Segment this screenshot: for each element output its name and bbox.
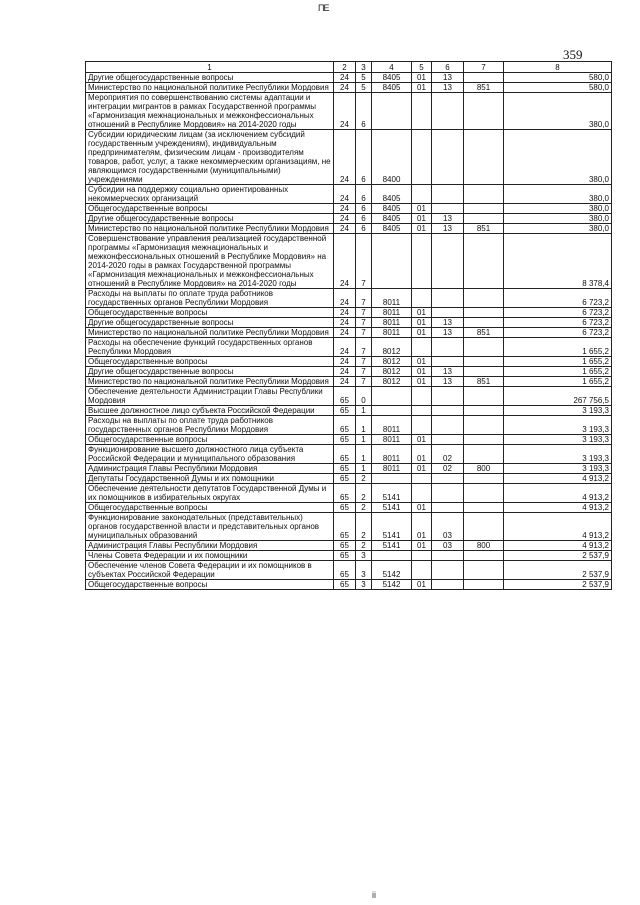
chapter-cell: 01 <box>412 83 432 93</box>
section-cell: 24 <box>334 130 356 185</box>
row-name-cell: Общегосударственные вопросы <box>86 435 334 445</box>
chapter-cell: 01 <box>412 73 432 83</box>
header-cell: 3 <box>356 62 372 73</box>
subsection-cell: 0 <box>356 387 372 406</box>
code-cell: 8012 <box>372 367 412 377</box>
subsection-cell: 5 <box>356 83 372 93</box>
amount-cell: 6 723,2 <box>504 289 612 308</box>
table-row <box>86 224 612 234</box>
header-cell: 1 <box>86 62 334 73</box>
row-name-cell: Министерство по национальной политике Республики Мордовия <box>86 328 334 338</box>
chapter-cell <box>412 130 432 185</box>
subsection-cell: 2 <box>356 474 372 484</box>
table-row <box>86 214 612 224</box>
subchapter-cell <box>432 551 464 561</box>
row-name-cell: Субсидии юридическим лицам (за исключением субсидий государственным учреждениям), индивидуальным предпринимателям, физическим лицам - производителям товаров, работ, услуг, а также некоммерческим организациям, не являющимся государственными (муниципальными) учреждениями <box>86 130 334 185</box>
amount-cell: 4 913,2 <box>504 541 612 551</box>
amount-cell: 1 655,2 <box>504 367 612 377</box>
ministry-cell <box>464 387 504 406</box>
subsection-cell: 6 <box>356 204 372 214</box>
amount-cell: 6 723,2 <box>504 308 612 318</box>
code-cell: 8011 <box>372 318 412 328</box>
budget-table <box>85 61 612 590</box>
subsection-cell: 6 <box>356 130 372 185</box>
row-name-cell: Общегосударственные вопросы <box>86 308 334 318</box>
ministry-cell <box>464 318 504 328</box>
subsection-cell: 7 <box>356 357 372 367</box>
chapter-cell: 01 <box>412 367 432 377</box>
code-cell: 8400 <box>372 130 412 185</box>
subchapter-cell <box>432 357 464 367</box>
subsection-cell: 1 <box>356 435 372 445</box>
code-cell: 5141 <box>372 503 412 513</box>
ministry-cell <box>464 204 504 214</box>
chapter-cell <box>412 338 432 357</box>
code-cell: 5141 <box>372 513 412 541</box>
row-name-cell: Общегосударственные вопросы <box>86 580 334 590</box>
table-body <box>86 73 612 590</box>
amount-cell: 380,0 <box>504 214 612 224</box>
subchapter-cell <box>432 204 464 214</box>
subsection-cell: 2 <box>356 484 372 503</box>
row-name-cell: Другие общегосударственные вопросы <box>86 367 334 377</box>
header-cell: 8 <box>504 62 612 73</box>
subchapter-cell: 13 <box>432 224 464 234</box>
section-cell: 24 <box>334 318 356 328</box>
table-row <box>86 416 612 435</box>
table-row <box>86 435 612 445</box>
code-cell: 5141 <box>372 541 412 551</box>
code-cell: 8011 <box>372 328 412 338</box>
ministry-cell <box>464 308 504 318</box>
amount-cell: 3 193,3 <box>504 406 612 416</box>
chapter-cell: 01 <box>412 580 432 590</box>
section-cell: 24 <box>334 234 356 289</box>
amount-cell: 1 655,2 <box>504 377 612 387</box>
ministry-cell: 800 <box>464 541 504 551</box>
header-cell: 4 <box>372 62 412 73</box>
section-cell: 24 <box>334 328 356 338</box>
chapter-cell <box>412 289 432 308</box>
table-row <box>86 367 612 377</box>
section-cell: 65 <box>334 503 356 513</box>
row-name-cell: Мероприятия по совершенствованию системы адаптации и интеграции мигрантов в рамках Государственной программы «Гармонизация межнациональных и межконфессиональных отношений в Республике Мордовия» на 2014-2020 годы <box>86 93 334 130</box>
row-name-cell: Функционирование высшего должностного лица субъекта Российской Федерации и муниципального образования <box>86 445 334 464</box>
code-cell: 8012 <box>372 357 412 367</box>
row-name-cell: Администрация Главы Республики Мордовия <box>86 541 334 551</box>
subsection-cell: 6 <box>356 185 372 204</box>
subsection-cell: 2 <box>356 503 372 513</box>
amount-cell: 380,0 <box>504 93 612 130</box>
ministry-cell: 851 <box>464 224 504 234</box>
chapter-cell: 01 <box>412 318 432 328</box>
code-cell: 8011 <box>372 416 412 435</box>
row-name-cell: Министерство по национальной политике Республики Мордовия <box>86 83 334 93</box>
chapter-cell: 01 <box>412 503 432 513</box>
section-cell: 65 <box>334 464 356 474</box>
table-row <box>86 406 612 416</box>
table-row <box>86 474 612 484</box>
section-cell: 24 <box>334 93 356 130</box>
subsection-cell: 2 <box>356 541 372 551</box>
chapter-cell <box>412 484 432 503</box>
table-row <box>86 503 612 513</box>
ministry-cell <box>464 367 504 377</box>
amount-cell: 380,0 <box>504 204 612 214</box>
section-cell: 24 <box>334 204 356 214</box>
chapter-cell: 01 <box>412 214 432 224</box>
section-cell: 65 <box>334 580 356 590</box>
chapter-cell: 01 <box>412 204 432 214</box>
section-cell: 24 <box>334 224 356 234</box>
row-name-cell: Министерство по национальной политике Республики Мордовия <box>86 377 334 387</box>
table-row <box>86 308 612 318</box>
amount-cell: 3 193,3 <box>504 464 612 474</box>
amount-cell: 3 193,3 <box>504 416 612 435</box>
section-cell: 24 <box>334 308 356 318</box>
chapter-cell: 01 <box>412 224 432 234</box>
amount-cell: 2 537,9 <box>504 561 612 580</box>
table-row <box>86 445 612 464</box>
amount-cell: 1 655,2 <box>504 357 612 367</box>
chapter-cell <box>412 387 432 406</box>
header-cell: 5 <box>412 62 432 73</box>
subchapter-cell <box>432 406 464 416</box>
section-cell: 24 <box>334 83 356 93</box>
row-name-cell: Субсидии на поддержку социально ориентированных некоммерческих организаций <box>86 185 334 204</box>
ministry-cell <box>464 93 504 130</box>
subsection-cell: 1 <box>356 445 372 464</box>
chapter-cell: 01 <box>412 513 432 541</box>
code-cell <box>372 234 412 289</box>
subchapter-cell <box>432 289 464 308</box>
subchapter-cell: 13 <box>432 214 464 224</box>
amount-cell: 4 913,2 <box>504 484 612 503</box>
header-cell: 6 <box>432 62 464 73</box>
subsection-cell: 7 <box>356 367 372 377</box>
ministry-cell <box>464 484 504 503</box>
section-cell: 65 <box>334 445 356 464</box>
subchapter-cell <box>432 234 464 289</box>
table-header-row <box>86 62 612 73</box>
table-row <box>86 484 612 503</box>
page-number: 359 <box>563 47 583 62</box>
ministry-cell <box>464 551 504 561</box>
table-row <box>86 338 612 357</box>
row-name-cell: Другие общегосударственные вопросы <box>86 318 334 328</box>
row-name-cell: Члены Совета Федерации и их помощники <box>86 551 334 561</box>
chapter-cell: 01 <box>412 435 432 445</box>
code-cell: 8405 <box>372 214 412 224</box>
section-cell: 65 <box>334 561 356 580</box>
row-name-cell: Расходы на выплаты по оплате труда работников государственных органов Республики Мордовия <box>86 416 334 435</box>
chapter-cell: 01 <box>412 541 432 551</box>
code-cell: 5141 <box>372 484 412 503</box>
section-cell: 24 <box>334 73 356 83</box>
subsection-cell: 7 <box>356 318 372 328</box>
section-cell: 65 <box>334 416 356 435</box>
subsection-cell: 7 <box>356 377 372 387</box>
row-name-cell: Совершенствование управления реализацией государственной программы «Гармонизация межнациональных и межконфессиональных отношений в Республике Мордовия» на 2014-2020 годы в рамках Государственной программы «Гармонизация межнациональных и межконфессиональных отношений в Республике Мордовия» на 2014-2020 годы <box>86 234 334 289</box>
table-row <box>86 464 612 474</box>
ministry-cell <box>464 503 504 513</box>
subsection-cell: 2 <box>356 513 372 541</box>
code-cell: 8011 <box>372 289 412 308</box>
section-cell: 24 <box>334 185 356 204</box>
ministry-cell <box>464 561 504 580</box>
table-row <box>86 377 612 387</box>
subsection-cell: 1 <box>356 464 372 474</box>
table-row <box>86 83 612 93</box>
table-row <box>86 289 612 308</box>
chapter-cell <box>412 416 432 435</box>
section-cell: 24 <box>334 289 356 308</box>
table-row <box>86 318 612 328</box>
code-cell: 5142 <box>372 561 412 580</box>
subsection-cell: 7 <box>356 234 372 289</box>
subsection-cell: 6 <box>356 214 372 224</box>
code-cell: 8011 <box>372 435 412 445</box>
row-name-cell: Общегосударственные вопросы <box>86 503 334 513</box>
subchapter-cell: 13 <box>432 83 464 93</box>
header-cell: 2 <box>334 62 356 73</box>
chapter-cell: 01 <box>412 357 432 367</box>
subchapter-cell <box>432 561 464 580</box>
code-cell: 8011 <box>372 445 412 464</box>
ministry-cell: 851 <box>464 377 504 387</box>
section-cell: 24 <box>334 338 356 357</box>
subchapter-cell: 13 <box>432 73 464 83</box>
ministry-cell: 800 <box>464 464 504 474</box>
row-name-cell: Общегосударственные вопросы <box>86 357 334 367</box>
row-name-cell: Депутаты Государственной Думы и их помощники <box>86 474 334 484</box>
table-row <box>86 513 612 541</box>
section-cell: 24 <box>334 367 356 377</box>
ministry-cell <box>464 338 504 357</box>
top-scan-mark: ПЕ <box>318 3 329 13</box>
table-row <box>86 204 612 214</box>
code-cell <box>372 474 412 484</box>
code-cell <box>372 551 412 561</box>
table-row <box>86 130 612 185</box>
code-cell: 8405 <box>372 185 412 204</box>
subchapter-cell <box>432 474 464 484</box>
amount-cell: 267 756,5 <box>504 387 612 406</box>
ministry-cell <box>464 214 504 224</box>
ministry-cell <box>464 73 504 83</box>
chapter-cell: 01 <box>412 308 432 318</box>
table-row <box>86 93 612 130</box>
table-row <box>86 73 612 83</box>
row-name-cell: Расходы на обеспечение функций государственных органов Республики Мордовия <box>86 338 334 357</box>
row-name-cell: Обеспечение деятельности Администрации Главы Республики Мордовия <box>86 387 334 406</box>
subchapter-cell: 13 <box>432 328 464 338</box>
subsection-cell: 3 <box>356 580 372 590</box>
section-cell: 24 <box>334 357 356 367</box>
section-cell: 65 <box>334 484 356 503</box>
subsection-cell: 1 <box>356 406 372 416</box>
amount-cell: 380,0 <box>504 130 612 185</box>
section-cell: 65 <box>334 474 356 484</box>
ministry-cell <box>464 185 504 204</box>
amount-cell: 4 913,2 <box>504 503 612 513</box>
code-cell <box>372 406 412 416</box>
chapter-cell: 01 <box>412 328 432 338</box>
table-row <box>86 541 612 551</box>
amount-cell: 3 193,3 <box>504 435 612 445</box>
section-cell: 65 <box>334 406 356 416</box>
row-name-cell: Общегосударственные вопросы <box>86 204 334 214</box>
chapter-cell <box>412 234 432 289</box>
code-cell: 8405 <box>372 204 412 214</box>
subsection-cell: 1 <box>356 416 372 435</box>
subchapter-cell: 13 <box>432 377 464 387</box>
section-cell: 65 <box>334 435 356 445</box>
amount-cell: 2 537,9 <box>504 551 612 561</box>
subchapter-cell <box>432 580 464 590</box>
chapter-cell: 01 <box>412 464 432 474</box>
table-row <box>86 561 612 580</box>
amount-cell: 4 913,2 <box>504 513 612 541</box>
amount-cell: 8 378,4 <box>504 234 612 289</box>
ministry-cell <box>464 289 504 308</box>
subsection-cell: 3 <box>356 551 372 561</box>
section-cell: 65 <box>334 387 356 406</box>
subchapter-cell: 03 <box>432 513 464 541</box>
chapter-cell <box>412 185 432 204</box>
row-name-cell: Администрация Главы Республики Мордовия <box>86 464 334 474</box>
chapter-cell <box>412 561 432 580</box>
subsection-cell: 7 <box>356 328 372 338</box>
subsection-cell: 3 <box>356 561 372 580</box>
amount-cell: 1 655,2 <box>504 338 612 357</box>
subsection-cell: 6 <box>356 93 372 130</box>
amount-cell: 6 723,2 <box>504 318 612 328</box>
subsection-cell: 7 <box>356 338 372 357</box>
code-cell: 8405 <box>372 73 412 83</box>
subchapter-cell: 13 <box>432 318 464 328</box>
subsection-cell: 7 <box>356 289 372 308</box>
amount-cell: 6 723,2 <box>504 328 612 338</box>
table-row <box>86 551 612 561</box>
subchapter-cell: 02 <box>432 445 464 464</box>
chapter-cell <box>412 406 432 416</box>
code-cell <box>372 93 412 130</box>
amount-cell: 2 537,9 <box>504 580 612 590</box>
ministry-cell: 851 <box>464 328 504 338</box>
table-row <box>86 357 612 367</box>
row-name-cell: Обеспечение членов Совета Федерации и их помощников в субъектах Российской Федерации <box>86 561 334 580</box>
amount-cell: 3 193,3 <box>504 445 612 464</box>
row-name-cell: Другие общегосударственные вопросы <box>86 73 334 83</box>
ministry-cell <box>464 406 504 416</box>
subsection-cell: 7 <box>356 308 372 318</box>
code-cell <box>372 387 412 406</box>
code-cell: 8405 <box>372 224 412 234</box>
subchapter-cell: 02 <box>432 464 464 474</box>
table-row <box>86 234 612 289</box>
ministry-cell <box>464 234 504 289</box>
chapter-cell <box>412 93 432 130</box>
row-name-cell: Высшее должностное лицо субъекта Российской Федерации <box>86 406 334 416</box>
subsection-cell: 6 <box>356 224 372 234</box>
code-cell: 8012 <box>372 338 412 357</box>
subchapter-cell <box>432 185 464 204</box>
amount-cell: 4 913,2 <box>504 474 612 484</box>
ministry-cell <box>464 435 504 445</box>
section-cell: 24 <box>334 377 356 387</box>
subchapter-cell <box>432 130 464 185</box>
subchapter-cell <box>432 435 464 445</box>
amount-cell: 380,0 <box>504 224 612 234</box>
code-cell: 8405 <box>372 83 412 93</box>
subchapter-cell <box>432 416 464 435</box>
row-name-cell: Обеспечение деятельности депутатов Государственной Думы и их помощников в избирательных округах <box>86 484 334 503</box>
bottom-scan-mark: ii <box>372 890 376 900</box>
subchapter-cell <box>432 338 464 357</box>
table-row <box>86 328 612 338</box>
code-cell: 5142 <box>372 580 412 590</box>
ministry-cell <box>464 474 504 484</box>
table-row <box>86 387 612 406</box>
ministry-cell <box>464 357 504 367</box>
subsection-cell: 5 <box>356 73 372 83</box>
row-name-cell: Другие общегосударственные вопросы <box>86 214 334 224</box>
chapter-cell <box>412 474 432 484</box>
table-row <box>86 580 612 590</box>
amount-cell: 580,0 <box>504 73 612 83</box>
code-cell: 8011 <box>372 308 412 318</box>
row-name-cell: Расходы на выплаты по оплате труда работников государственных органов Республики Мордовия <box>86 289 334 308</box>
chapter-cell: 01 <box>412 445 432 464</box>
section-cell: 65 <box>334 513 356 541</box>
chapter-cell: 01 <box>412 377 432 387</box>
subchapter-cell <box>432 308 464 318</box>
subchapter-cell <box>432 503 464 513</box>
row-name-cell: Министерство по национальной политике Республики Мордовия <box>86 224 334 234</box>
subchapter-cell <box>432 93 464 130</box>
ministry-cell <box>464 580 504 590</box>
amount-cell: 580,0 <box>504 83 612 93</box>
code-cell: 8012 <box>372 377 412 387</box>
subchapter-cell <box>432 484 464 503</box>
subchapter-cell <box>432 387 464 406</box>
code-cell: 8011 <box>372 464 412 474</box>
ministry-cell: 851 <box>464 83 504 93</box>
table-row <box>86 185 612 204</box>
section-cell: 65 <box>334 541 356 551</box>
subchapter-cell: 13 <box>432 367 464 377</box>
header-cell: 7 <box>464 62 504 73</box>
subchapter-cell: 03 <box>432 541 464 551</box>
ministry-cell <box>464 445 504 464</box>
ministry-cell <box>464 130 504 185</box>
section-cell: 65 <box>334 551 356 561</box>
row-name-cell: Функционирование законодательных (представительных) органов государственной власти и представительных органов муниципальных образований <box>86 513 334 541</box>
amount-cell: 380,0 <box>504 185 612 204</box>
section-cell: 24 <box>334 214 356 224</box>
ministry-cell <box>464 416 504 435</box>
chapter-cell <box>412 551 432 561</box>
ministry-cell <box>464 513 504 541</box>
